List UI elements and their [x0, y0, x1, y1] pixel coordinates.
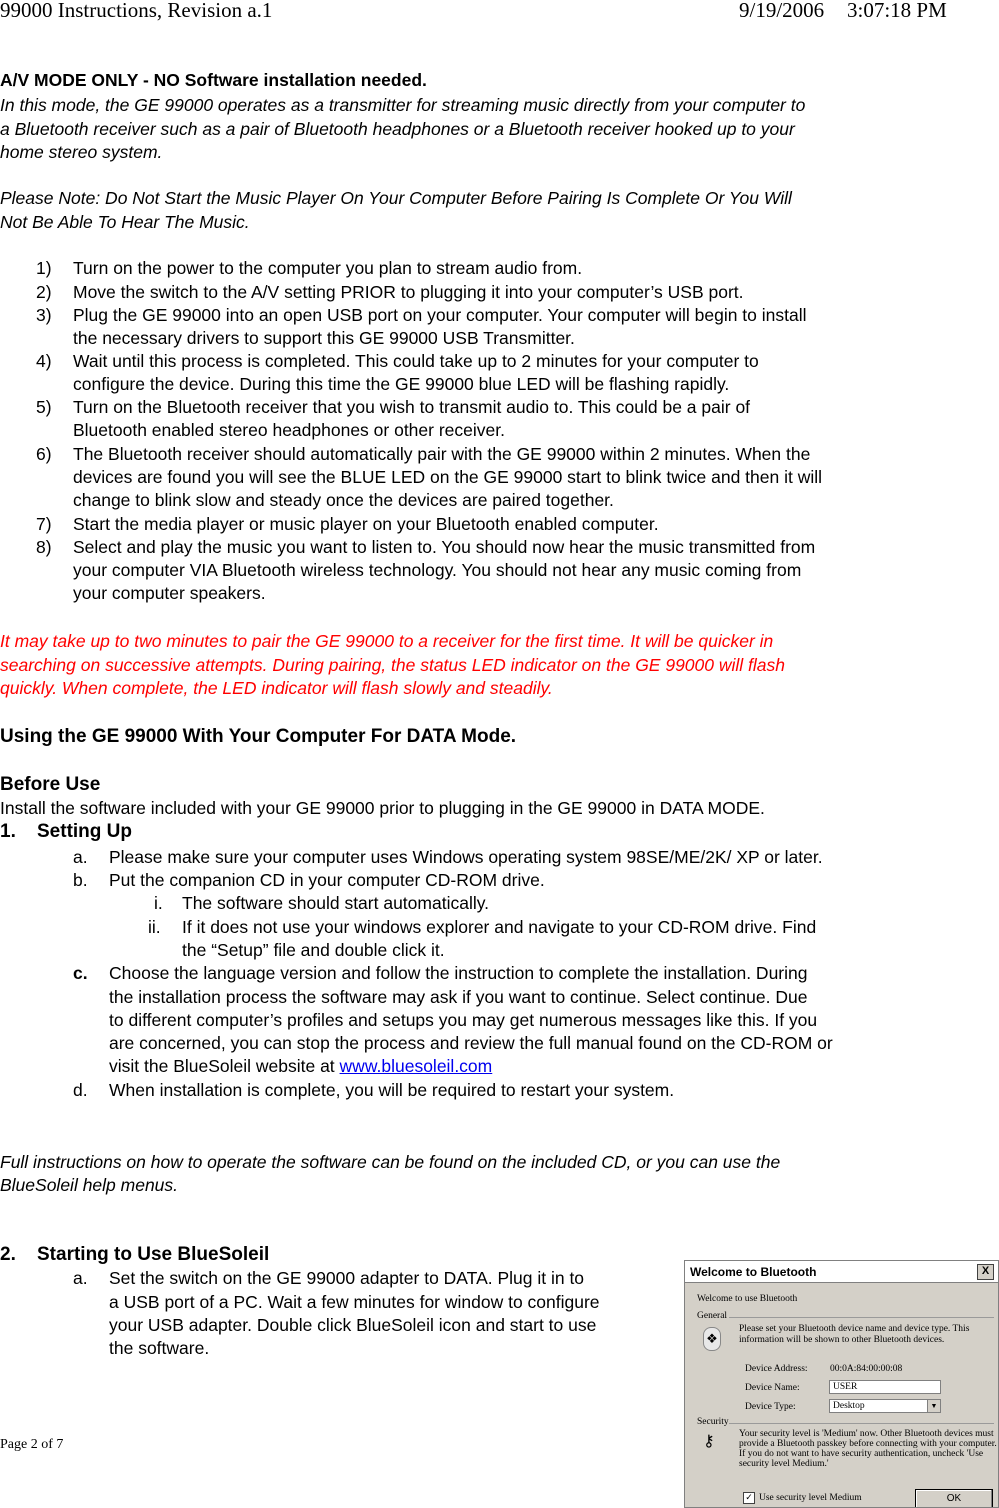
- step-number: 3): [36, 305, 52, 325]
- doc-date: 9/19/2006: [739, 0, 825, 22]
- welcome-dialog: [684, 1260, 999, 1508]
- before-use-text: Install the software included with your GE 99000 prior to plugging in the GE 99000 in DATA MODE.: [0, 798, 765, 818]
- step-text: Plug the GE 99000 into an open USB port on your computer. Your computer will begin to install: [73, 305, 807, 325]
- ok-button[interactable]: OK: [915, 1489, 993, 1508]
- subitem-label: i.: [154, 893, 163, 913]
- av-intro-line: home stereo system.: [0, 142, 163, 162]
- item-text-prefix: visit the BlueSoleil website at: [109, 1056, 340, 1076]
- page-number: Page 2 of 7: [0, 1437, 64, 1452]
- checkbox-label: Use security level Medium: [759, 1493, 862, 1503]
- step-number: 1): [36, 258, 52, 278]
- av-intro-line: a Bluetooth receiver such as a pair of Bluetooth headphones or a Bluetooth receiver hooked up to your: [0, 119, 795, 139]
- step-text: Bluetooth enabled stereo headphones or other receiver.: [73, 420, 505, 440]
- dialog-titlebar: [685, 1261, 998, 1283]
- doc-title: 99000 Instructions, Revision a.1: [0, 0, 273, 22]
- general-section-label: General: [697, 1311, 728, 1321]
- item-text: a USB port of a PC. Wait a few minutes for window to configure: [109, 1292, 600, 1312]
- step-number: 4): [36, 351, 52, 371]
- item-text: to different computer’s profiles and setups you may get numerous messages like this. If you: [109, 1010, 818, 1030]
- step-text: devices are found you will see the BLUE LED on the GE 99000 start to blink twice and then it will: [73, 467, 823, 487]
- item-label: b.: [73, 870, 88, 890]
- step-text: the necessary drivers to support this GE 99000 USB Transmitter.: [73, 328, 575, 348]
- item-text: the installation process the software may ask if you want to continue. Select continue. Due: [109, 987, 808, 1007]
- item-label: d.: [73, 1080, 88, 1100]
- subitem-text: the “Setup” file and double click it.: [182, 940, 445, 960]
- data-mode-heading: Using the GE 99000 With Your Computer For DATA Mode.: [0, 726, 517, 747]
- device-type-value: Desktop: [833, 1401, 865, 1411]
- step-text: Move the switch to the A/V setting PRIOR to plugging it into your computer’s USB port.: [73, 282, 744, 302]
- step-text: change to blink slow and steady once the devices are paired together.: [73, 490, 614, 510]
- step-number: 5): [36, 397, 52, 417]
- bluesoleil-link[interactable]: www.bluesoleil.com: [339, 1056, 493, 1076]
- pairing-note-line: searching on successive attempts. During pairing, the status LED indicator on the GE 99000 will flash: [0, 655, 785, 675]
- item-text: Please make sure your computer uses Windows operating system 98SE/ME/2K/ XP or later.: [109, 847, 823, 867]
- item-text-last: [109, 1056, 492, 1077]
- key-icon: ⚷: [703, 1433, 715, 1450]
- bluetooth-icon: ❖: [703, 1327, 721, 1351]
- subitem-label: ii.: [148, 917, 161, 937]
- item-text: When installation is complete, you will be required to restart your system.: [109, 1080, 675, 1100]
- item-text: Put the companion CD in your computer CD-ROM drive.: [109, 870, 545, 890]
- step-number: 6): [36, 444, 52, 464]
- doc-time: 3:07:18 PM: [847, 0, 947, 22]
- full-instructions-line: BlueSoleil help menus.: [0, 1175, 179, 1195]
- address-value: 00:0A:84:00:00:08: [830, 1364, 903, 1374]
- close-button[interactable]: X: [977, 1264, 994, 1280]
- step-text: your computer VIA Bluetooth wireless technology. You should not hear any music coming from: [73, 560, 802, 580]
- device-type-select[interactable]: [829, 1399, 941, 1413]
- av-note-line: Please Note: Do Not Start the Music Player On Your Computer Before Pairing Is Complete Or You Will: [0, 188, 792, 208]
- device-name-input[interactable]: USER: [829, 1380, 941, 1394]
- item-text: your USB adapter. Double click BlueSoleil icon and start to use: [109, 1315, 597, 1335]
- item-label: a.: [73, 1268, 88, 1288]
- step-text: The Bluetooth receiver should automatically pair with the GE 99000 within 2 minutes. When the: [73, 444, 811, 464]
- full-instructions-line: Full instructions on how to operate the software can be found on the included CD, or you can use the: [0, 1152, 781, 1172]
- name-label: Device Name:: [745, 1383, 800, 1393]
- av-intro-line: In this mode, the GE 99000 operates as a transmitter for streaming music directly from your computer to: [0, 95, 806, 115]
- security-text: Your security level is 'Medium' now. Other Bluetooth devices must: [739, 1429, 994, 1439]
- subitem-text: The software should start automatically.: [182, 893, 490, 913]
- before-use-heading: Before Use: [0, 774, 101, 795]
- item-text: Set the switch on the GE 99000 adapter to DATA. Plug it in to: [109, 1268, 585, 1288]
- starting-heading: Starting to Use BlueSoleil: [37, 1244, 270, 1265]
- step-text: Start the media player or music player on your Bluetooth enabled computer.: [73, 514, 659, 534]
- pairing-note-line: It may take up to two minutes to pair the GE 99000 to a receiver for the first time. It will be quicker in: [0, 631, 774, 651]
- av-heading: A/V MODE ONLY - NO Software installation needed.: [0, 70, 427, 90]
- item-text: the software.: [109, 1338, 210, 1358]
- dialog-title: Welcome to Bluetooth: [690, 1265, 817, 1279]
- step-text: Turn on the Bluetooth receiver that you wish to transmit audio to. This could be a pair of: [73, 397, 751, 417]
- item-label: a.: [73, 847, 88, 867]
- step-text: Wait until this process is completed. This could take up to 2 minutes for your computer to: [73, 351, 759, 371]
- step-text: Select and play the music you want to listen to. You should now hear the music transmitted from: [73, 537, 816, 557]
- security-text: If you do not want to have security authentication, uncheck 'Use: [739, 1449, 984, 1459]
- subitem-text: If it does not use your windows explorer and navigate to your CD-ROM drive. Find: [182, 917, 817, 937]
- step-number: 8): [36, 537, 52, 557]
- security-checkbox[interactable]: ✓: [743, 1492, 755, 1504]
- item-text: are concerned, you can stop the process and review the full manual found on the CD-ROM or: [109, 1033, 833, 1053]
- setting-up-number: 1.: [0, 821, 16, 842]
- security-section-label: Security: [697, 1417, 729, 1427]
- security-text: security level Medium.': [739, 1459, 829, 1469]
- step-number: 7): [36, 514, 52, 534]
- setting-up-heading: Setting Up: [37, 821, 132, 842]
- item-label: c.: [73, 963, 88, 983]
- security-text: provide a Bluetooth passkey before connecting with your computer.: [739, 1439, 997, 1449]
- av-note-line: Not Be Able To Hear The Music.: [0, 212, 250, 232]
- step-text: your computer speakers.: [73, 583, 266, 603]
- general-text: Please set your Bluetooth device name and device type. This: [739, 1324, 970, 1334]
- step-text: configure the device. During this time the GE 99000 blue LED will be flashing rapidly.: [73, 374, 730, 394]
- type-label: Device Type:: [745, 1402, 796, 1412]
- general-text: information will be shown to other Bluetooth devices.: [739, 1335, 945, 1345]
- item-text: Choose the language version and follow the instruction to complete the installation. During: [109, 963, 808, 983]
- step-number: 2): [36, 282, 52, 302]
- chevron-down-icon[interactable]: ▼: [927, 1400, 940, 1412]
- step-text: Turn on the power to the computer you plan to stream audio from.: [73, 258, 583, 278]
- pairing-note-line: quickly. When complete, the LED indicator will flash slowly and steadily.: [0, 678, 553, 698]
- starting-number: 2.: [0, 1244, 16, 1265]
- address-label: Device Address:: [745, 1364, 808, 1374]
- dialog-subtitle: Welcome to use Bluetooth: [697, 1294, 798, 1304]
